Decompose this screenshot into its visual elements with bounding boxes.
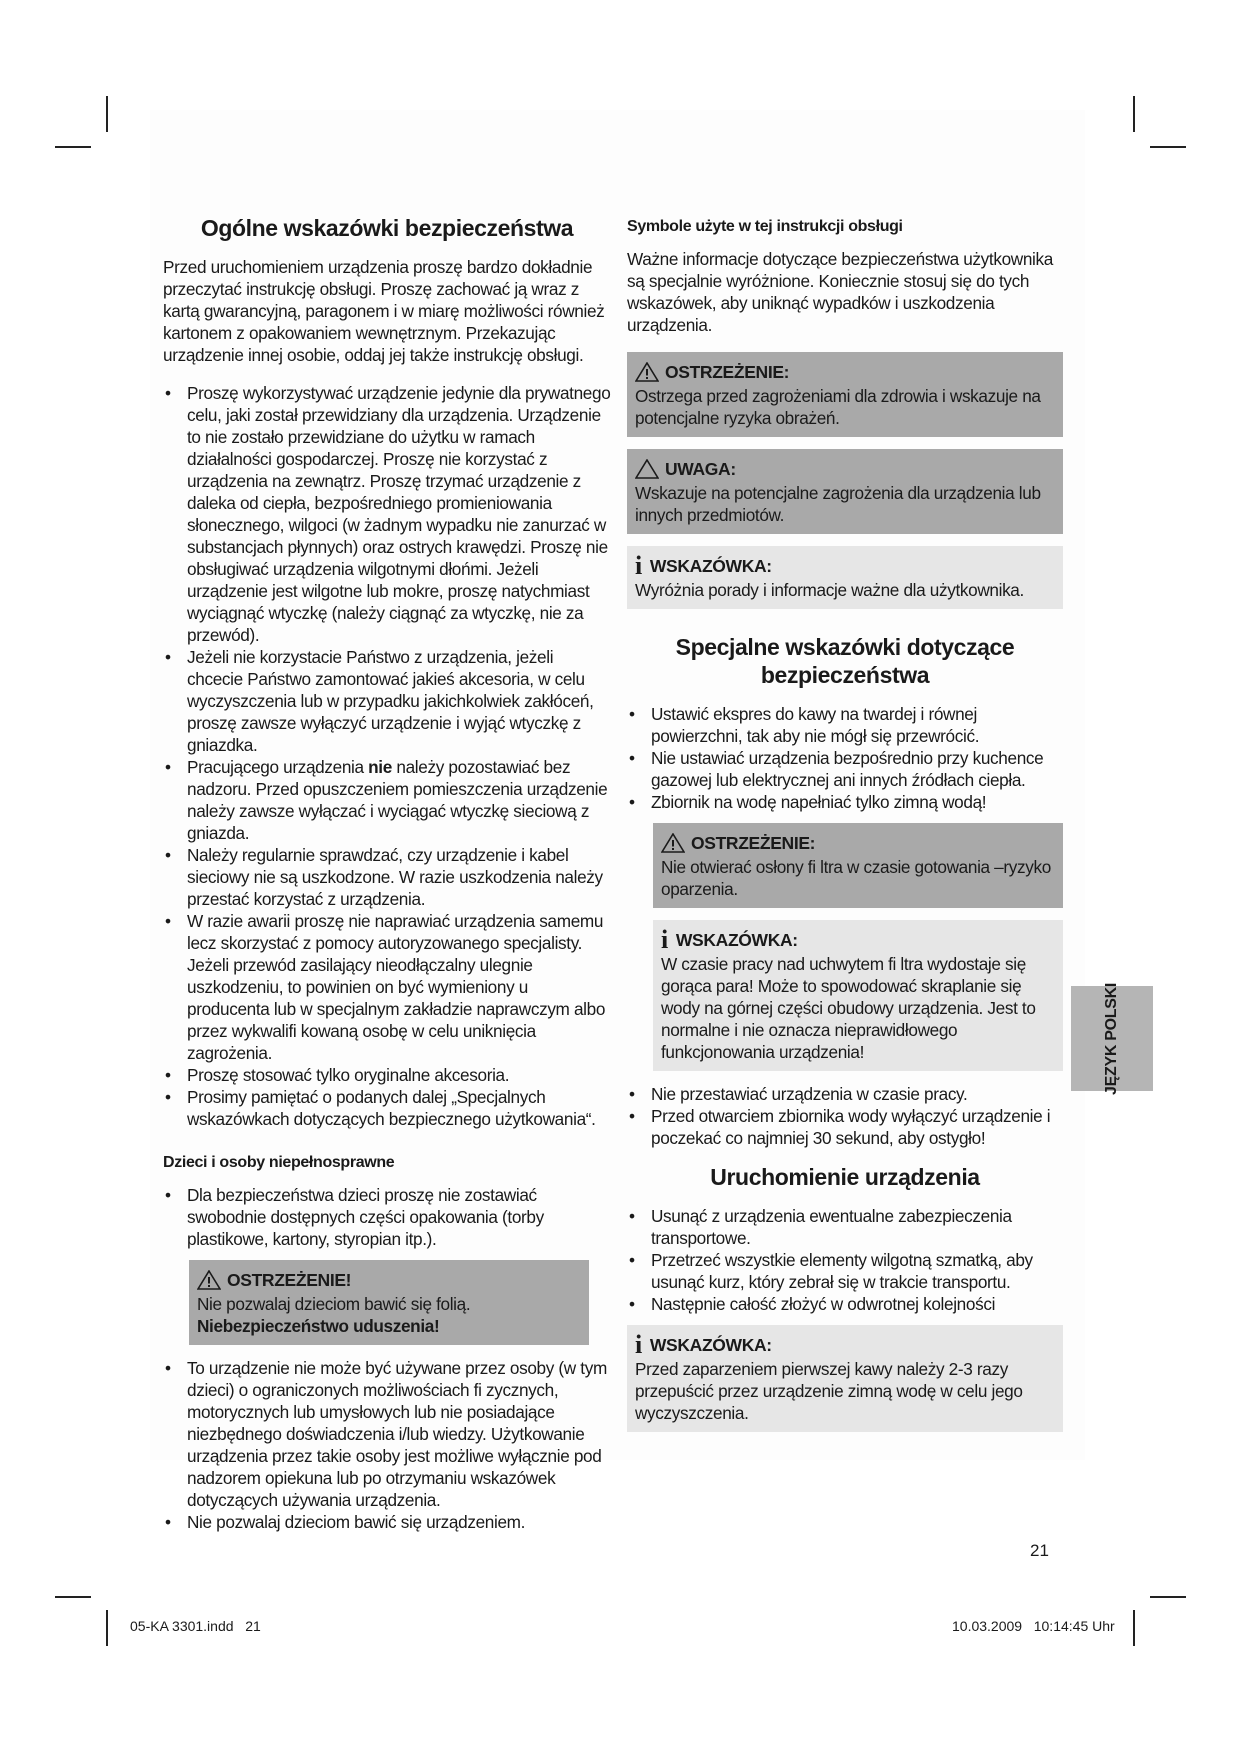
list-item-text: Pracującego urządzenia [187,757,364,777]
note-text: W czasie pracy nad uchwytem fi ltra wydostaje się gorąca para! Może to spowodować skraplanie się wody na górnej części obudowy urządzenia. Jest to normalne i nie oznacza nieprawidłowego funkcjonowania urządzenia! [661,954,1036,1062]
left-column [163,214,611,1543]
startup-note-box [627,1325,1063,1432]
note-header [635,551,1055,580]
footer-timestamp: 10.03.2009 10:14:45 Uhr [952,1618,1115,1634]
symbol-note-box [627,546,1063,609]
right-column [627,214,1063,1444]
general-safety-title: Ogólne wskazówki bezpieczeństwa [200,215,574,241]
filter-warning-box [653,823,1063,908]
note-title: WSKAZÓWKA: [649,556,772,576]
language-label: JĘZYK POLSKI [1103,982,1120,1095]
crop-mark [55,146,91,148]
crop-mark [1150,1596,1186,1598]
caution-title: UWAGA: [665,459,736,479]
list-item: • Prosimy pamiętać o podanych dalej „Specjalnych wskazówkach dotyczących bezpiecznego użytkowania“. [163,1086,611,1130]
list-item: • Przetrzeć wszystkie elementy wilgotną szmatką, aby usunąć kurz, który zebrał się w trakcie transportu. [627,1249,1063,1293]
caution-header [635,458,1055,480]
warning-text: Ostrzega przed zagrożeniami dla zdrowia i wskazuje na potencjalne ryzyka obrażeń. [635,386,1041,428]
footer-file-info: 05-KA 3301.indd 21 [130,1618,261,1634]
language-side-tab [1071,982,1153,1095]
list-item: • Usunąć z urządzenia ewentualne zabezpieczenia transportowe. [627,1205,1063,1249]
special-safety-title [627,633,1063,689]
list-item: • Należy regularnie sprawdzać, czy urządzenie i kabel sieciowy nie są uszkodzone. W razie uszkodzenia należy przestać korzystać z urządzenia. [163,844,611,910]
warning-triangle-icon [661,833,685,853]
list-item-text: należy pozostawiać bez nadzoru. Przed opuszczeniem pomieszczenia urządzenie należy zawsze wyłączać i wyciągać wtyczkę sieciową z gniazda. [187,757,608,843]
children-list-2 [163,1357,611,1533]
safety-list [163,382,611,1130]
caution-text: Wskazuje na potencjalne zagrożenia dla urządzenia lub innych przedmiotów. [635,483,1041,525]
warning-title: OSTRZEŻENIE: [691,833,816,853]
note-header [661,925,1055,954]
crop-mark [106,96,108,132]
list-item: • W razie awarii proszę nie naprawiać urządzenia samemu lecz skorzystać z pomocy autoryzowanego specjalisty. Jeżeli przewód zasilający nieodłączalny ulegnie uszkodzeniu, to powinien on być wymieniony u producenta lub w specjalnym zakładzie naprawczym albo przez wykwalifi kowaną osobę w celu uniknięcia zagrożenia. [163,910,611,1064]
startup-title: Uruchomienie urządzenia [710,1164,980,1190]
warning-header [197,1269,581,1291]
caution-triangle-icon [635,459,659,479]
crop-mark [1133,1610,1135,1646]
info-icon: i [635,1330,642,1359]
info-icon: i [635,551,642,580]
note-text: Wyróżnia porady i informacje ważne dla użytkownika. [635,580,1024,600]
special-list-2 [627,1083,1063,1149]
crop-mark [55,1596,91,1598]
list-item: • Proszę stosować tylko oryginalne akcesoria. [163,1064,611,1086]
children-warning-box [189,1260,589,1345]
list-item: • Jeżeli nie korzystacie Państwo z urządzenia, jeżeli chcecie Państwo zamontować jakieś akcesoria, w celu wyczyszczenia lub w przypadku jakichkolwiek zakłóceń, proszę zawsze wyłączyć urządzenie i wyjąć wtyczkę z gniazdka. [163,646,611,756]
info-icon: i [661,925,668,954]
list-item: • Zbiornik na wodę napełniać tylko zimną wodą! [627,791,1063,813]
filter-note-box [653,920,1063,1071]
startup-list [627,1205,1063,1315]
list-item: • Ustawić ekspres do kawy na twardej i równej powierzchni, tak aby nie mógł się przewrócić. [627,703,1063,747]
warning-text: Nie pozwalaj dzieciom bawić się folią. [197,1294,471,1314]
symbols-heading: Symbole użyte w tej instrukcji obsługi [627,218,903,235]
list-item: • Dla bezpieczeństwa dzieci proszę nie zostawiać swobodnie dostępnych części opakowania (torby plastikowe, kartony, styropian itp.). [163,1184,611,1250]
list-item-bold: nie [368,757,392,777]
intro-paragraph: Przed uruchomieniem urządzenia proszę bardzo dokładnie przeczytać instrukcję obsługi. Proszę zachować ją wraz z kartą gwarancyjną, paragonem i w miarę możliwości również kartonem z opakowaniem wewnętrznym. Przekazując urządzenie innej osobie, oddaj jej także instrukcję obsługi. [163,257,605,365]
children-heading: Dzieci i osoby niepełnosprawne [163,1154,395,1171]
warning-text: Nie otwierać osłony fi ltra w czasie gotowania –ryzyko oparzenia. [661,857,1051,899]
crop-mark [1133,96,1135,132]
list-item: • Nie pozwalaj dzieciom bawić się urządzeniem. [163,1511,611,1533]
warning-title: OSTRZEŻENIE! [227,1270,352,1290]
symbol-caution-box [627,449,1063,534]
note-header [635,1330,1055,1359]
symbol-warning-box [627,352,1063,437]
crop-mark [106,1610,108,1646]
warning-header [661,832,1055,854]
list-item: • To urządzenie nie może być używane przez osoby (w tym dzieci) o ograniczonych możliwościach fi zycznych, motorycznych lub umysłowych lub nie posiadające niezbędnego doświadczenia i/lub wiedzy. Użytkowanie urządzenia przez takie osoby jest możliwe wyłącznie pod nadzorem opiekuna lub po otrzymaniu wskazówek dotyczących używania urządzenia. [163,1357,611,1511]
warning-triangle-icon [197,1270,221,1290]
special-title-line-2: bezpieczeństwa [760,662,930,688]
list-item: • Proszę wykorzystywać urządzenie jedynie dla prywatnego celu, jaki został przewidziany dla urządzenia. Urządzenie to nie zostało przewidziane do użytku w ramach działalności gospodarczej. Proszę nie korzystać z urządzenia na zewnątrz. Proszę trzymać urządzenie z daleka od ciepła, bezpośredniego promieniowania słonecznego, wilgoci (w żadnym wypadku nie zanurzać w substancjach płynnych) oraz ostrych krawędzi. Proszę nie obsługiwać urządzenia wilgotnymi dłońmi. Jeżeli urządzenie jest wilgotne lub mokre, proszę natychmiast wyciągnąć wtyczkę (należy ciągnąć za wtyczkę, nie za przewód). [163,382,611,646]
crop-mark [1150,146,1186,148]
warning-triangle-icon [635,362,659,382]
symbols-intro: Ważne informacje dotyczące bezpieczeństwa użytkownika są specjalnie wyróżnione. Koniecznie stosuj się do tych wskazówek, aby uniknąć wypadków i uszkodzenia urządzenia. [627,249,1053,335]
note-text: Przed zaparzeniem pierwszej kawy należy 2-3 razy przepuścić przez urządzenie zimną wodę w celu jego wyczyszczenia. [635,1359,1023,1423]
list-item: • Nie ustawiać urządzenia bezpośrednio przy kuchence gazowej lub elektrycznej ani innych źródłach ciepła. [627,747,1063,791]
warning-title: OSTRZEŻENIE: [665,362,790,382]
note-title: WSKAZÓWKA: [649,1335,772,1355]
list-item: • Przed otwarciem zbiornika wody wyłączyć urządzenie i poczekać co najmniej 30 sekund, aby ostygło! [627,1105,1063,1149]
warning-bold-text: Niebezpieczeństwo uduszenia! [197,1316,440,1336]
special-list [627,703,1063,813]
list-item: • Nie przestawiać urządzenia w czasie pracy. [627,1083,1063,1105]
warning-header [635,361,1055,383]
children-list [163,1184,611,1250]
list-item [163,756,611,844]
note-title: WSKAZÓWKA: [675,930,798,950]
special-title-line-1: Specjalne wskazówki dotyczące [675,634,1015,660]
page-number: 21 [1030,1541,1049,1560]
list-item: • Następnie całość złożyć w odwrotnej kolejności [627,1293,1063,1315]
